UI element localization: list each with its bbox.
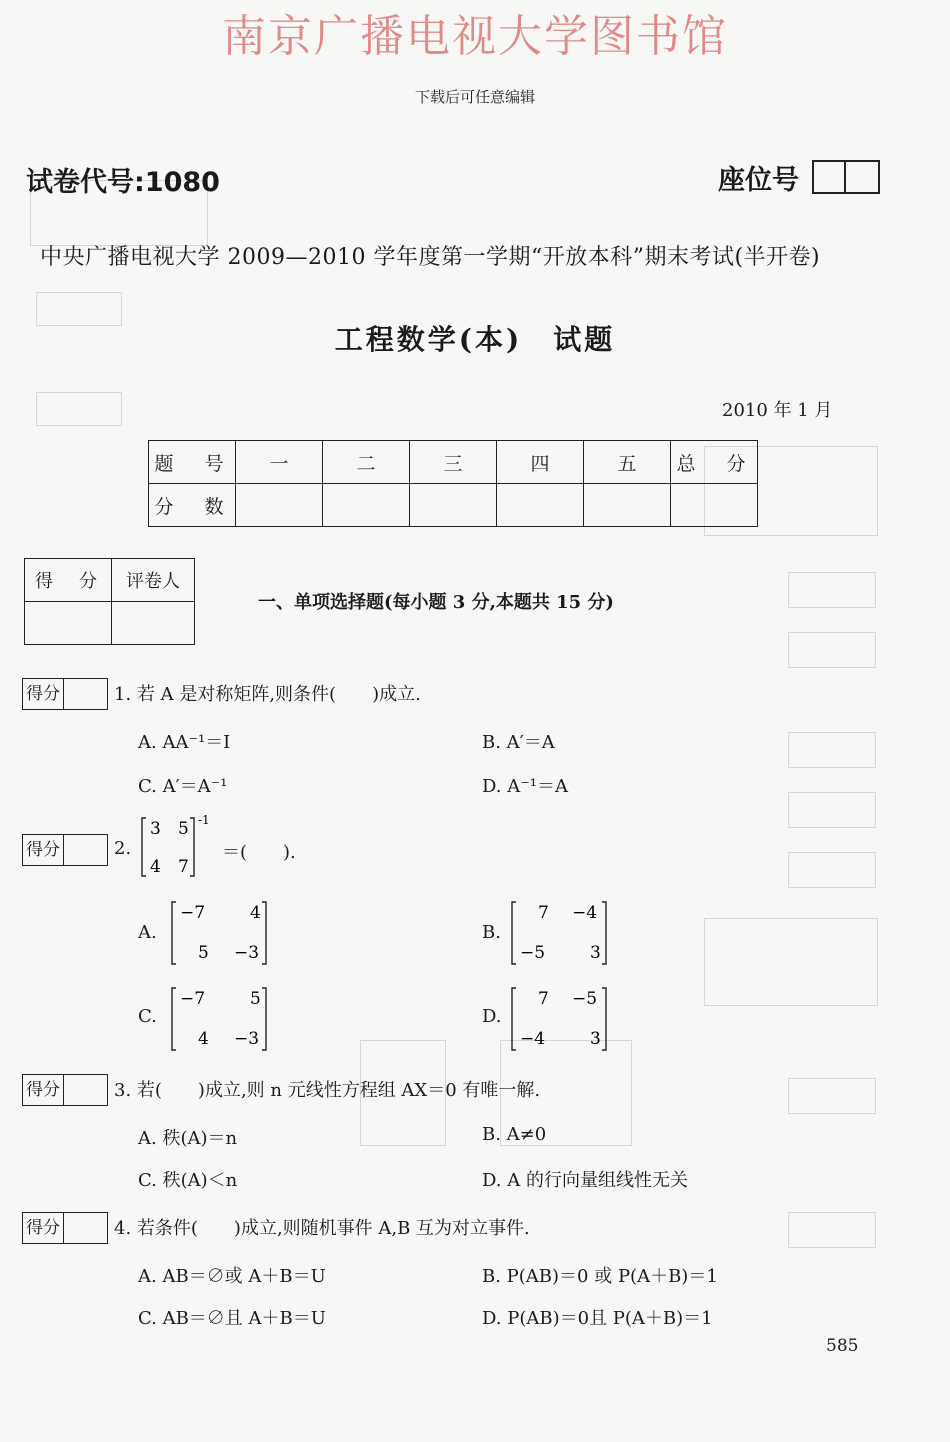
paper-code: 试卷代号:1080 [26,167,220,198]
score-box-label: 得分 [23,1075,64,1105]
matrix-left-bracket [512,988,516,1050]
option-1c: C. A′＝A⁻¹ [138,776,228,797]
option-3d: D. A 的行向量组线性无关 [482,1170,688,1191]
matrix-entry: 7 [538,903,549,923]
grader-score-label: 得 分 [25,559,112,602]
score-table-total-label: 总 分 [671,441,758,484]
matrix-left-bracket [172,988,176,1050]
page-number: 585 [826,1336,859,1356]
grader-score-cell[interactable] [25,602,112,645]
matrix-entry: 4 [150,857,161,877]
option-4c: C. AB＝∅且 A＋B＝U [138,1308,326,1329]
matrix-entry: 7 [178,857,189,877]
option-3b: B. A≠0 [482,1124,547,1145]
matrix-entry: 5 [198,943,209,963]
matrix-right-bracket [602,988,606,1050]
option-2b-matrix [508,898,618,970]
grader-name-label: 评卷人 [112,559,195,602]
question-2-matrix [138,812,228,882]
option-2c-label: C. [138,1006,157,1027]
question-score-box[interactable] [22,834,108,866]
bleed-box [788,572,876,608]
score-box-label: 得分 [23,835,64,865]
matrix-right-bracket [262,902,266,964]
option-1d: D. A⁻¹＝A [482,776,568,797]
question-1: 1. 若 A 是对称矩阵,则条件( )成立. [114,684,421,705]
score-table-column: 三 [410,441,497,484]
score-cell[interactable] [410,484,497,527]
matrix-entry: −5 [520,943,546,963]
bleed-box [788,632,876,668]
option-2c-matrix [168,984,278,1056]
score-table-column: 二 [323,441,410,484]
option-2d-matrix [508,984,618,1056]
matrix-left-bracket [142,818,146,876]
question-score-box[interactable] [22,1212,108,1244]
download-note: 下载后可任意编辑 [414,88,535,106]
question-score-box[interactable] [22,1074,108,1106]
grader-table [24,558,195,645]
score-table-header-row [149,441,758,484]
bleed-box [704,918,878,1006]
exam-header: 中央广播电视大学 2009—2010 学年度第一学期“开放本科”期末考试(半开卷) [40,245,821,270]
score-table-column: 四 [497,441,584,484]
bleed-box [788,792,876,828]
option-4a: A. AB＝∅或 A＋B＝U [138,1266,326,1287]
score-cell[interactable] [671,484,758,527]
matrix-entry: −5 [572,989,598,1009]
matrix-entry: 4 [198,1029,209,1049]
score-table [148,440,758,527]
bleed-box [788,732,876,768]
score-table-score-row [149,484,758,527]
score-cell[interactable] [497,484,584,527]
score-table-score-label: 分 数 [149,484,236,527]
seat-number-box[interactable] [812,160,880,194]
matrix-left-bracket [172,902,176,964]
score-table-question-label: 题 号 [149,441,236,484]
option-4d: D. P(AB)＝0且 P(A＋B)＝1 [482,1308,713,1329]
option-2a-label: A. [138,922,157,943]
matrix-entry: −4 [520,1029,546,1049]
question-3: 3. 若( )成立,则 n 元线性方程组 AX＝0 有唯一解. [114,1080,541,1101]
matrix-entry: −3 [234,943,260,963]
question-4: 4. 若条件( )成立,则随机事件 A,B 互为对立事件. [114,1218,530,1239]
matrix-left-bracket [512,902,516,964]
option-3c: C. 秩(A)＜n [138,1170,238,1191]
option-2a-matrix [168,898,278,970]
exam-date: 2010 年 1 月 [722,400,833,421]
matrix-entry: −4 [572,903,598,923]
library-watermark: 南京广播电视大学图书馆 [222,11,728,62]
section-title: 一、单项选择题(每小题 3 分,本题共 15 分) [258,592,614,613]
matrix-right-bracket [602,902,606,964]
option-2b-label: B. [482,922,501,943]
option-4b: B. P(AB)＝0 或 P(A＋B)＝1 [482,1266,718,1287]
matrix-entry: 5 [178,819,189,839]
matrix-entry: −7 [180,989,206,1009]
score-cell[interactable] [236,484,323,527]
question-2-number: 2. [114,838,132,859]
matrix-right-bracket [262,988,266,1050]
bleed-box [788,1212,876,1248]
score-cell[interactable] [584,484,671,527]
question-score-box[interactable] [22,678,108,710]
option-1a: A. AA⁻¹＝I [138,732,231,753]
seat-label: 座位号 [718,165,799,196]
option-2d-label: D. [482,1006,502,1027]
option-1b: B. A′＝A [482,732,555,753]
matrix-inverse-exponent: -1 [198,813,210,827]
score-table-column: 一 [236,441,323,484]
bleed-box [788,852,876,888]
score-box-label: 得分 [23,679,64,709]
score-cell[interactable] [323,484,410,527]
matrix-entry: 3 [150,819,161,839]
matrix-entry: 4 [250,903,261,923]
matrix-entry: 5 [250,989,261,1009]
bleed-box [788,1078,876,1114]
question-2-rhs: ＝( ). [222,842,296,863]
matrix-entry: 7 [538,989,549,1009]
score-box-label: 得分 [23,1213,64,1243]
grader-name-cell[interactable] [112,602,195,645]
matrix-entry: −3 [234,1029,260,1049]
matrix-right-bracket [190,818,194,876]
matrix-entry: 3 [590,1029,601,1049]
option-3a: A. 秩(A)＝n [138,1128,238,1149]
bleed-box [36,392,122,426]
matrix-entry: 3 [590,943,601,963]
matrix-entry: −7 [180,903,206,923]
score-table-column: 五 [584,441,671,484]
paper-title: 工程数学(本) 试题 [334,323,616,356]
